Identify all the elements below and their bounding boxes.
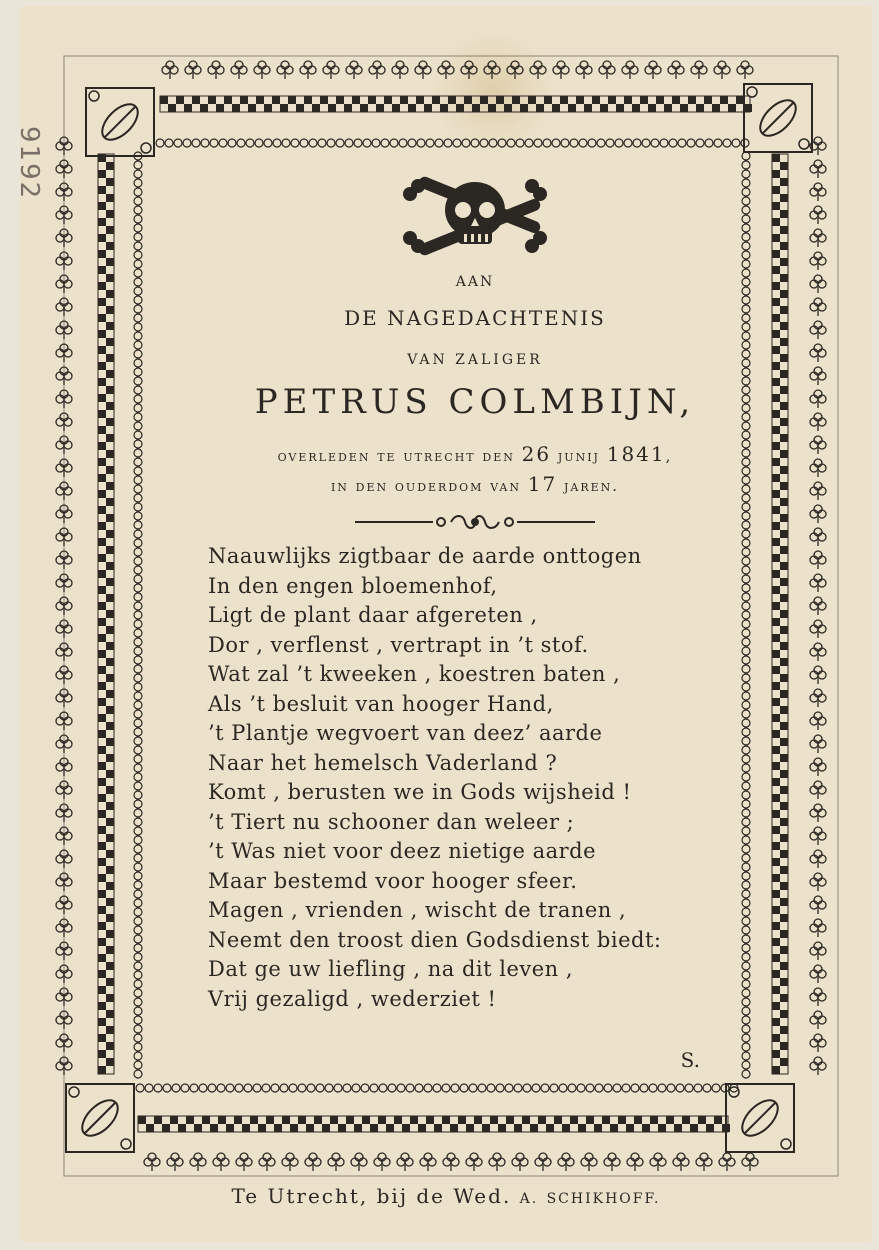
poem-line: Dat ge uw liefling , na dit leven ,: [208, 957, 574, 981]
deceased-name: PETRUS COLMBIJN,: [254, 382, 696, 422]
poem-line: Neemt den troost dien Godsdienst biedt:: [208, 927, 662, 952]
age-suffix: jaren.: [564, 477, 620, 495]
poem-line: Dor , verflenst , vertrapt in ’t stof.: [208, 632, 589, 657]
death-month: junij: [557, 447, 600, 465]
poem-line: Maar bestemd voor hooger sfeer.: [208, 868, 578, 893]
signature: S.: [680, 1048, 700, 1072]
poem-line: Naauwlijks zigtbaar de aarde onttogen: [208, 544, 642, 568]
poem: [208, 542, 770, 1014]
poem-line: Wat zal ’t kweeken , koestren baten ,: [208, 662, 621, 686]
age-prefix: in den ouderdom van: [330, 477, 521, 495]
printer-imprint: [20, 1184, 872, 1208]
memorial-card: [14, 6, 872, 1242]
poem-line: Naar het hemelsch Vaderland ?: [208, 750, 558, 775]
poem-line: In den engen bloemenhof,: [208, 573, 498, 598]
heading-van-zaliger: VAN ZALIGER: [407, 352, 543, 368]
death-prefix: overleden te utrecht den: [277, 447, 515, 465]
imprint-name: SCHIKHOFF.: [546, 1191, 661, 1207]
heading-nagedachtenis: DE NAGEDACHTENIS: [344, 306, 606, 330]
heading-aan: AAN: [455, 274, 495, 290]
age-value: 17: [527, 472, 558, 496]
poem-line: Als ’t besluit van hooger Hand,: [208, 691, 554, 716]
death-suffix: ,: [665, 447, 673, 465]
poem-line: ’t Was niet voor deez nietige aarde: [208, 839, 597, 863]
poem-line: ’t Plantje wegvoert van deez’ aarde: [208, 721, 603, 745]
death-day: 26: [521, 442, 552, 466]
death-year: 1841: [606, 442, 666, 466]
ornamental-divider-icon: [355, 514, 595, 530]
imprint-text: Te Utrecht, bij de Wed.: [231, 1184, 512, 1208]
poem-line: ’t Tiert nu schooner dan weleer ;: [208, 809, 575, 834]
poem-line: Magen , vrienden , wischt de tranen ,: [208, 898, 627, 922]
poem-line: Ligt de plant daar afgereten ,: [208, 603, 538, 627]
death-line: [180, 442, 770, 466]
poem-line: Komt , berusten we in Gods wijsheid !: [208, 780, 632, 804]
age-line: [180, 472, 770, 496]
poem-line: Vrij gezaligd , wederziet !: [208, 986, 497, 1011]
main-content: [180, 166, 770, 1076]
skull-and-crossbones-icon: [400, 176, 550, 256]
imprint-initial: A.: [519, 1191, 539, 1207]
handwritten-number: 9192: [14, 126, 44, 201]
